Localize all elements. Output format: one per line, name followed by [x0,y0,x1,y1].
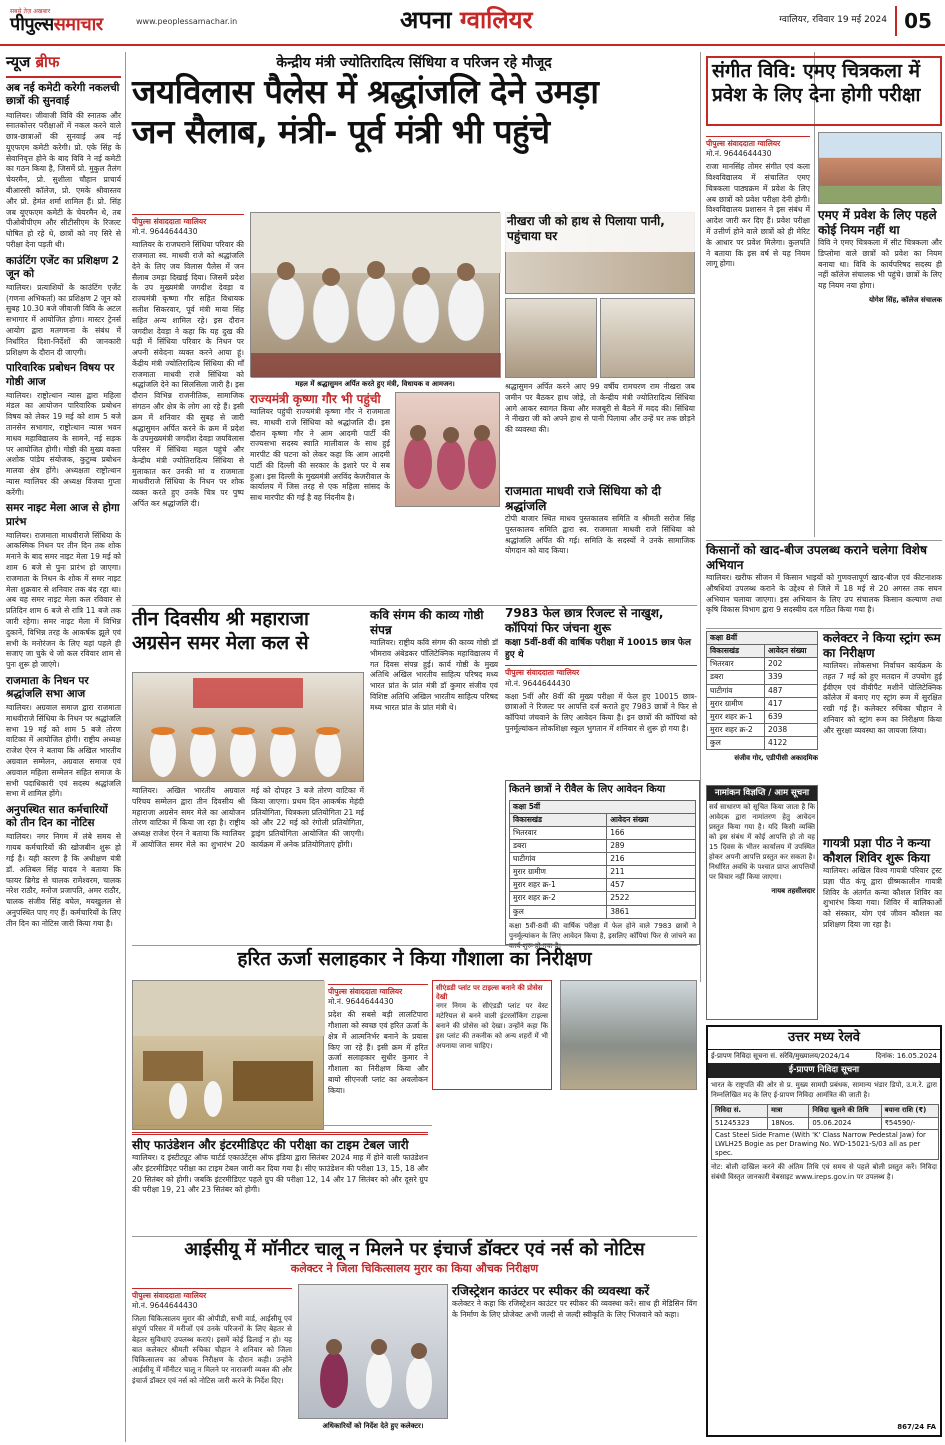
ca-foundation-story [132,1132,428,1232]
brief-body: ग्वालियर। राष्ट्रोत्थान न्यास द्वारा महिला मंडल का आयोजन पारिवारिक प्रबोधन विषय को लेकर 19 मई को शाम 5 बजे तानसेन सभागार, राष्ट्रोत्थान न्यास भवन माधव महाविद्यालय के सामने, नई सड़क पर आयोजित होगी। गोष्ठी की मुख्य वक्ता अशोक पांडेय संयोजक, कुटुम्ब प्रबोधन मालवा क्षेत्र होंगे। अध्यक्षता राष्ट्रोत्थान न्यास ग्वालियर की अध्यक्ष विजया गुप्ता करेंगी। [6,390,121,497]
dateline: ग्वालियर, रविवार 19 मई 2024 [779,15,887,25]
col-header: विकासखंड [707,645,765,658]
col-header: बयाना राशि (₹) [881,1105,938,1117]
table-row [510,892,696,905]
table-row [712,1117,939,1129]
icu-headline: आईसीयू में मॉनीटर चालू न मिलने पर इंचार्ज डॉक्टर एवं नर्स को नोटिस [184,1239,645,1260]
krishna-gaur-head: राज्यमंत्री कृष्णा गौर भी पहुंची [250,392,381,406]
railway-item-desc: Cast Steel Side Frame (With 'K' Class Narrow Pedestal Jaw) for LWLH25 Bogie as per Drawing No. WD-15021-S/03 all as per spec. [712,1129,939,1160]
brief-body: ग्वालियर। राजमाता माधवीराजे सिंधिया के आकस्मिक निधन पर तीन दिन तक शोक मनाने के बाद समर नाइट मेला 19 मई को शाम 6 बजे से पुनः प्रारंभ हो जाएगा। राजमाता के निधन के शोक में समर नाइट मेला शुक्रवार से शनिवार तक बंद रहा था। अब यह समर नाइट मेला कल रविवार से प्रतिदिन शाम 6 बजे से रात्रि 11 बजे तक जारी रहेगा। समर नाइट मेला में विभिन्न दुकानें, विभिन्न तरह के आकर्षक झूले एवं सभी के मनोरंजन के लिए यहां पहले ही सजाए जा चुके थे जो कल रविवार शाम से पुनः शुरू हो जाएंगे। [6,530,121,670]
nikhra-photo-3 [600,298,695,378]
icu-body-column [132,1284,292,1444]
sangeet-side-body: विवि ने एमए चित्रकला में सीट चित्रकला और डिप्लोमा वाले छात्रों को प्रवेश का नियम बनाया था। विवि के कार्यपरिषद सदस्य ही नहीं कॉलेज संचालक भी पहुंचे। छात्रों के लिए यह नियम नया होगा। [818,238,942,291]
brief-title: अनुपस्थित सात कर्मचारियों को तीन दिन का नोटिस [6,804,108,830]
section-title-a: अपना [400,6,460,34]
railway-date: दिनांक: 16.05.2024 [875,1051,937,1060]
brief-item [6,675,121,800]
cell: ₹54590/- [881,1117,938,1129]
col-header: निविदा खुलने की तिथि [809,1105,881,1117]
brief-body: ग्वालियर। अग्रवाल समाज द्वारा राजमाता माधवीराजे सिंधिया के निधन पर श्रद्धांजलि सभा 19 मई को शाम 5 बजे तोरण वाटिका में आयोजित होगी। राष्ट्रीय अध्यक्ष राजेश ऐरन ने बताया कि अखिल भारतीय अग्रवाल सम्मेलन, अग्रवाल समाज एवं अग्रवाल महिला सम्मेलन सहित समाज के सभी पदाधिकारी एवं सदस्य श्रद्धांजलि सभा में शामिल होंगे। [6,703,121,799]
krishna-gaur-story [250,392,390,542]
col-header: आवेदन संख्या [765,645,818,658]
brief-item [6,502,121,670]
icu-side-body: कलेक्टर ने कहा कि रजिस्ट्रेशन काउंटर पर स्पीकर की व्यवस्था करें। साथ ही मेडिसिन विंग के निर्माण के लिए प्रोजेक्ट अभी जल्दी से जल्दी स्वीकृति के लिए भिजवाने को कहा। [452,1299,697,1319]
byline-text: पीपुल्स संवाददाता ग्वालियर [328,987,403,996]
brief-title: पारिवारिक प्रबोधन विषय पर गोष्ठी आज [6,362,115,388]
class5-head: कक्षा 5वीं [510,800,696,813]
agrasen-body: ग्वालियर। अखिल भारतीय अग्रवाल परिचय सम्मेलन द्वारा तीन दिवसीय श्री महाराजा अग्रसेन समर मेले का आयोजन तोरण वाटिका में किया जा रहा है। राष्ट्रीय अध्यक्ष राजेश ऐरन ने बताया कि ग्वालियर में आयोजित समर मेले का शुभारंभ 20 मई को दोपहर 3 बजे तोरण वाटिका में किया जाएगा। प्रथम दिन आकर्षक मेहंदी प्रतियोगिता, चित्रकला प्रतियोगिता 21 मई को और 22 मई को रंगोली प्रतियोगिता, ड्राइंग प्रतियोगिता आयोजित की जाएगी। कार्यक्रम में अनेक प्रतियोगिताएं होंगी। [132,786,364,849]
railway-heading: ई-प्रापण निविदा सूचना [708,1063,940,1078]
cell: 202 [765,658,818,671]
madhavi-tribute-body: टोपी बाजार स्थित माधव पुस्तकालय समिति व श्रीमती सरोज सिंह पुस्तकालय समिति द्वारा स्व. राजमाता माधवी राजे सिंधिया को श्रद्धांजलि अर्पित की गई। समिति के सदस्यों ने उनके सामाजिक योगदान को याद किया। [505,514,695,556]
nikhra-body-block [505,382,695,482]
cell: 05.06.2024 [809,1117,881,1129]
cell: 417 [765,697,818,710]
kavi-story [370,608,498,938]
nikhra-headline-box [505,212,695,252]
cell: 2038 [765,723,818,736]
byline-text: पीपुल्स संवाददाता ग्वालियर [132,1291,207,1300]
railway-notice-no: ई-प्रापण निविदा सूचना सं. संरेवि/मुख्यालय/2024/14 [711,1051,850,1060]
sangeet-side-block [818,208,942,538]
lead-body: ग्वालियर के राजघराने सिंधिया परिवार की राजमाता स्व. माधवी राजे को श्रद्धांजलि देने के लिए जय विलास पैलेस में जन सैलाब उमड़ा दिखाई दिया। जिसमें प्रदेश के उप मुख्यमंत्री जगदीश देवड़ा व राज्यमंत्री कृष्णा गौर सहित विधायक सतीश सिकरवार, पूर्व मंत्री माया सिंह सहित अन्य शामिल रहे। इस दौरान जगदीश देवड़ा ने कहा कि यह दुख की घड़ी में सिंधिया परिवार के निधन पर अपनी संवेदना व्यक्त करने आया हूं। केंद्रीय मंत्री ज्योतिरादित्य सिंधिया की माँ राजमाता माधवी राजे सिंधिया को श्रद्धांजलि देने का सिलसिला जारी है। इस दौरान विभिन्न राजनीतिक, सामाजिक संगठन और क्षेत्र के लोग आ रहे हैं। इसी क्रम में शनिवार की सुबह से जारी श्रद्धासुमन अर्पित करने के क्रम में प्रदेश के उपमुख्यमंत्री जगदीश देवड़ा जयविलास परिसर में सिंधिया महल पहुंचे और केन्द्रीय मंत्री ज्योतिरादित्य सिंधिया से मुलाकात कर उनकी मां व राजमाता माधवीराजे सिंधिया के निधन पर शोक व्यक्त करते हुए उनके चित्र पर पुष्प अर्पित कर श्रद्धांजलि दी। [132,240,244,508]
cell: 639 [765,710,818,723]
fail-subhead: कक्षा 5वीं-8वीं की वार्षिक परीक्षा में 10015 छात्र फेल हुए थे [505,638,691,660]
table-row [510,905,696,918]
krishna-gaur-photo [395,392,500,507]
cell: भितरवार [707,658,765,671]
cell: 211 [607,866,696,879]
page-number: 05 [895,6,939,36]
fail-note: कक्षा 5वीं-8वीं की वार्षिक परीक्षा में फेल होने वाले 7983 छात्रों ने पुनर्मूल्यांकन के लिए आवेदन किया है, इसलिए कॉपियां फिर से जांचने का [509,921,696,940]
icu-photo-caption: अधिकारियों को निर्देश देते हुए कलेक्टर। [322,1422,424,1430]
haritha-body: प्रदेश की सबसे बड़ी लालटिपारा गौशाला को स्वच्छ एवं हरित ऊर्जा के क्षेत्र में आत्मनिर्भर बनाने के प्रयास किए जा रहे हैं। इसी क्रम में हरित ऊर्जा सलाहकार सुधीर कुमार ने गौशाला का निरीक्षण किया और बायो सीएनजी प्लांट का अवलोकन किया। [328,1010,428,1095]
agrasen-headline-box [132,608,364,668]
byline-text: पीपुल्स संवाददाता ग्वालियर [706,139,781,148]
krishna-gaur-body: ग्वालियर पहुंची राज्यमंत्री कृष्णा गौर ने राजमाता स्व. माधवी राजे सिंधिया को श्रद्धांजलि दी। इस दौरान कृष्णा गौर ने आम आदमी पार्टी की राज्यसभा सदस्य स्वाति मालीवाल के साथ हुई मारपीट की घटना को लेकर कहा कि आम आदमी पार्टी की दिल्ली की सरकार के इशारे पर ये सब हुआ। इस दिल्ली के मुख्यमंत्री अरविंद केजरीवाल के कार्यालय में जिस तरह से एक महिला सांसद के साथ मारपीट की गई है वह निंदनीय है। [250,407,390,503]
news-brief-column [6,52,121,1442]
byline-mobile: मो.नं. 9644644430 [132,227,198,237]
railway-code: 867/24 FA [897,1422,936,1431]
gayatri-body: ग्वालियर। अखिल विश्व गायत्री परिवार ट्रस्ट प्रज्ञा पीठ कंपू द्वारा ग्रीष्मकालीन गायत्री शिविर के अंतर्गत कन्या कौशल शिविर का शुभारंभ किया गया। शिविर में बालिकाओं को संस्कार, योग एवं जीवन कौशल का प्रशिक्षण दिया जा रहा है। [823,866,942,929]
byline-mobile: मो.नं. 9644644430 [328,997,394,1007]
cell: घाटीगांव [707,684,765,697]
cell: मुरार शहर क्र-2 [510,892,607,905]
lead-headline-block [132,54,696,214]
cd-plant-head: सीएंडडी प्लांट पर टाइल्स बनाने की प्रोसेस देखी [436,984,543,1002]
haritha-body-block [328,980,428,1155]
col-header: निविदा सं. [712,1105,768,1117]
cell: 289 [607,839,696,852]
cell: डबरा [707,671,765,684]
nikhra-body: श्रद्धासुमन अर्पित करने आए 99 वर्षीय रामचरण राम नीखरा जब जमीन पर बैठकर हाथ जोड़े, तो केन्द्रीय मंत्री ज्योतिरादित्य सिंधिया आगे आकर स्वागत किया और मजबूरी से बैठने में मदद की। सिंधिया ने नीखरा जी को अपने हाथ से पानी पिलाया और उन्हें घर तक छोड़ने की व्यवस्था की। [505,382,695,435]
cd-plant-body: नगर निगम के सीएंडडी प्लांट पर वेस्ट मटेरियल से बनने वाली इंटरलॉकिंग टाइल्स बनाने की प्रोसेस को देखा। उन्होंने कहा कि इस प्लांट की तकनीक को अन्य शहरों में भी अपनाया जाना चाहिए। [436,1002,548,1050]
logo-right: समाचार [53,14,103,36]
sangeet-headline-1: संगीत विवि: एमए चित्रकला में [712,60,920,82]
brief-item [6,82,121,250]
haritha-photo [132,980,324,1130]
table-row [707,710,818,723]
collector-strong-room-story [823,631,942,831]
cell: मुरार शहर क्र-2 [707,723,765,736]
icu-photo [298,1284,448,1419]
nikhra-photo-2 [505,298,597,378]
col-header: आवेदन संख्या [607,813,696,826]
logo-left: पीपुल्स [10,14,54,36]
table-row [712,1129,939,1160]
kavi-headline: कवि संगम की काव्य गोष्ठी संपन्न [370,608,484,637]
icu-byline [132,1288,292,1311]
cell: 51245323 [712,1117,768,1129]
gayatri-story [823,836,942,1026]
newspaper-logo [10,4,122,40]
brief-title: समर नाइट मेला आज से होगा प्रारंभ [6,502,120,528]
icu-body: जिला चिकित्सालय मुरार की ओपीडी, सभी वार्ड, आईसीयू एवं संपूर्ण परिसर में मरीजों एवं उनके परिजनों के लिए बेहतर से बेहतर सुविधाएं उपलब्ध कराएं। इसमें कोई ढिलाई न हो। यह बात कलेक्टर श्रीमती रुचिका चौहान ने शनिवार को जिला चिकित्सालय का औचक निरीक्षण के दौरान कही। उन्होंने आईसीयू में मॉनीटर चालू न मिलने पर नाराजगी व्यक्त की और इंचार्ज डॉक्टर एवं नर्स को नोटिस जारी करने के निर्देश दिए। [132,1314,292,1385]
table-row [707,658,818,671]
news-brief-heading [6,52,60,72]
cell: कुल [510,905,607,918]
icu-subhead: कलेक्टर ने जिला चिकित्सालय मुरार का किया औचक निरीक्षण [290,1261,539,1275]
brief-title: राजमाता के निधन पर श्रद्धांजलि सभा आज [6,674,89,700]
cell: 2522 [607,892,696,905]
railway-intro: भारत के राष्ट्रपति की ओर से प्र. मुख्य सामग्री प्रबंधक, सामान्य भंडार डिपो, उ.म.रे. द्वारा निम्नलिखित मद के लिए ई-प्रापण निविदा आमंत्रित की जाती है। [711,1081,937,1100]
agrasen-body-block [132,786,364,936]
sangeet-quote-sign: योगेश सिंह, कॉलेज संचालक [868,295,942,304]
col-header: विकासखंड [510,813,607,826]
table-row [510,853,696,866]
cell: 166 [607,826,696,839]
cell: डबरा [510,839,607,852]
class8-table-box [706,631,818,781]
cd-plant-photo [560,980,697,1090]
cell: घाटीगांव [510,853,607,866]
lead-byline [132,214,244,237]
cell: 216 [607,853,696,866]
fail-headline: 7983 फेल छात्र रिजल्ट से नाखुश, कॉपियां फिर जंचना शुरू [505,606,664,635]
sangeet-headline-2: प्रवेश के लिए देना होगी परीक्षा [712,83,921,106]
fail-body: कक्षा 5वीं और 8वीं की मुख्य परीक्षा में फेल हुए 10015 छात्र-छात्राओं ने रिजल्ट पर आपत्ति दर्ज कराते हुए 7983 छात्रों ने फिर से कॉपियां जंचवाने के लिए आवेदन किया है। इन छात्रों की कॉपियां को पुनर्मूल्यांकन लोकशिक्षा स्कूल भुगतान में शनिवार से शुरू हो गया है। [505,691,697,733]
railway-table [711,1104,939,1160]
lead-body-column [132,210,244,605]
haritha-photo-illustration [133,981,325,1131]
brief-item [6,255,121,359]
cd-plant-box [432,980,697,1155]
nikhra-headline: नीखरा जी को हाथ से पिलाया पानी, पहुंचाया घर [507,214,665,243]
brief-item [6,804,121,929]
section-title-b: ग्वालियर [459,6,533,34]
lead-photo-caption: महल में श्रद्धासुमन अर्पित करते हुए मंत्री, विधायक व आमजन। [295,380,455,388]
kisan-story [706,543,942,625]
icu-side-block [452,1284,697,1439]
railway-footnote: नोट: बोली दाखिल करने की अंतिम तिथि एवं समय से पहले बोली प्रस्तुत करें। निविदा संबंधी विस्तृत जानकारी वेबसाइट www.ireps.gov.in पर उपलब्ध है। [711,1163,937,1182]
cell: मुरार ग्रामीण [510,866,607,879]
class8-table [706,631,818,750]
collector-strong-body: ग्वालियर। लोकसभा निर्वाचन कार्यक्रम के तहत 7 मई को हुए मतदान में उपयोग हुई ईवीएम एवं वीवीपैट मशीनें पोलिटेक्निक कॉलेज में बनाए गए स्ट्रांग रूम में सुरक्षित रखी गई हैं। कलेक्टर रुचिका चौहान ने शनिवार को स्ट्रांग रूम का निरीक्षण किया और सुरक्षा व्यवस्था का जायजा लिया। [823,661,942,735]
cell: 339 [765,671,818,684]
byline-mobile: मो.नं. 9644644430 [706,149,772,159]
public-notice-sign: नायब तहसीलदार [771,886,815,895]
table-row [510,839,696,852]
public-notice-body: सर्व साधारण को सूचित किया जाता है कि आवेदक द्वारा नामांतरण हेतु आवेदन प्रस्तुत किया गया है। यदि किसी व्यक्ति को इस संबंध में कोई आपत्ति हो तो वह 15 दिवस के भीतर कार्यालय में उपस्थित होकर अपनी आपत्ति प्रस्तुत कर सकता है। निर्धारित अवधि के पश्चात प्राप्त आपत्तियों पर विचार नहीं किया जाएगा। [709,803,815,882]
cell: 457 [607,879,696,892]
brief-head-a: न्यूज [6,53,36,71]
public-notice-title: नामांकन विज्ञप्ति / आम सूचना [707,786,817,801]
col-header: मात्रा [768,1105,809,1117]
lead-photo-illustration [251,213,501,378]
brief-body: ग्वालियर। जीवाजी विवि की स्नातक और स्नातकोत्तर परीक्षाओं में नकल करने वाले छात्र-छात्राओं की सुनवाई अब नई यूएफएम कमेटी करेगी। प्रो. एके सिंह के सेवानिवृत्त होने के बाद विवि ने नई कमेटी का गठन किया है, जिसमें प्रो. मुकुल तैलंग चेयरमैन, प्रो. सुशीला चौहान प्राचार्य बीआरसी कॉलेज, प्रो. एमके श्रीवास्तव और प्रो. हेमंत शर्मा शामिल हैं। प्रो. सिंह जब यूएफएम कमेटी के चेयरमैन थे, तब पीओबीपीएम और सीटीसीएम के रिजल्ट घोषित हो रहे थे, छात्रों को नए सिरे से परीक्षा देना पड़ती थी। [6,110,121,249]
railway-tender-box [706,1025,942,1437]
fail-table-title: कितने छात्रों ने रीवैल के लिए आवेदन किया [509,784,666,795]
table-row [510,879,696,892]
brief-title: काउंटिंग एजेंट का प्रशिक्षण 2 जून को [6,254,120,280]
ca-foundation-headline: सीए फाउंडेशन और इंटरमीडिएट की परीक्षा का टाइम टेबल जारी [132,1138,409,1152]
krishna-gaur-photo-illustration [396,393,501,508]
class5-table [509,800,696,919]
table-row [707,737,818,750]
byline-mobile: मो.नं. 9644644430 [505,678,571,688]
table-row [707,697,818,710]
brief-title: अब नई कमेटी करेगी नकलची छात्रों की सुनवाई [6,82,120,108]
logo-tagline: सबसे तेज़ अखबार [10,8,51,16]
haritha-headline: हरित ऊर्जा सलाहकार ने किया गौशाला का निरीक्षण [237,948,592,970]
table-row [707,671,818,684]
sangeet-headline-box [706,56,942,126]
class8-head: कक्षा 8वीं [707,632,818,645]
cell: 4122 [765,737,818,750]
public-notice-box [706,785,818,1020]
agrasen-headline-2: अग्रसेन समर मेला कल से [132,631,309,654]
cell: 487 [765,684,818,697]
railway-title: उत्तर मध्य रेलवे [708,1027,940,1050]
cell: मुरार ग्रामीण [707,697,765,710]
haritha-byline [328,984,428,1007]
sangeet-side-head: एमए में प्रवेश के लिए पहले कोई नियम नहीं था [818,208,937,237]
table-row [510,826,696,839]
byline-text: पीपुल्स संवाददाता ग्वालियर [132,217,207,226]
icu-side-head: रजिस्ट्रेशन काउंटर पर स्पीकर की व्यवस्था करें [452,1284,650,1298]
section-title [400,6,532,35]
agrasen-photo-illustration [133,673,365,783]
collector-strong-headline: कलेक्टर ने किया स्ट्रांग रूम का निरीक्षण [823,631,941,660]
lead-kicker: केन्द्रीय मंत्री ज्योतिरादित्य सिंधिया व परिजन रहे मौजूद [276,55,552,71]
fail-table-box [505,780,700,945]
website-url[interactable]: www.peoplessamachar.in [136,16,238,26]
railway-notice-row [708,1050,940,1063]
byline-text: पीपुल्स संवाददाता ग्वालियर [505,668,580,678]
lead-photo [250,212,500,377]
lead-headline-line-2: जन सैलाब, मंत्री- पूर्व मंत्री भी पहुंचे [132,112,550,152]
fail-byline [505,665,697,688]
kisan-headline: किसानों को खाद-बीज उपलब्ध कराने चलेगा विशेष अभियान [706,543,927,572]
cell: 18Nos. [768,1117,809,1129]
table-row [707,723,818,736]
table-row [707,684,818,697]
brief-body: ग्वालियर। प्रत्याशियों के काउंटिंग एजेंट (गणना अभिकर्ता) का प्रशिक्षण 2 जून को सुबह 10.30 बजे जीवाजी विवि के अटल सभागार में आयोजित होगा। मास्टर ट्रेनर्स आयोग द्वारा मतगणना के संबंध में निर्धारित दिशा-निर्देशों की जानकारी प्रशिक्षण के दौरान दी जाएगी। [6,282,121,357]
fail-sign: संजीव गोर, एडीपीसी अकादमिक [734,754,818,763]
lead-headline-line-1: जयविलास पैलेस में श्रद्धांजलि देने उमड़ा [132,72,599,112]
byline-mobile: मो.नं. 9644644430 [132,1301,198,1311]
table-row [510,866,696,879]
madhavi-tribute-head: राजमाता माधवी राजे सिंधिया को दी श्रद्धांजलि [505,484,661,513]
madhavi-tribute-story [505,484,695,599]
university-building-photo [818,132,942,204]
cell: कुल [707,737,765,750]
ca-foundation-body: ग्वालियर। द इंस्टीट्यूट ऑफ चार्टर्ड एकाउंटेंट्स ऑफ इंडिया द्वारा सितंबर 2024 माह में होने वाली फाउंडेशन और इंटरमीडिएट परीक्षा का टाइम टेबल जारी कर दिया गया है। सीए फाउंडेशन की परीक्षा 13, 15, 18 और 20 सितंबर को होगी। जबकि इंटरमीडिएट पहले ग्रुप की परीक्षा 12, 14 और 17 सितंबर को और दूसरे ग्रुप की परीक्षा 19, 21 और 23 सितंबर को होगी। [132,1153,428,1195]
sangeet-byline [706,136,810,159]
brief-item [6,362,121,498]
icu-headline-box [132,1239,697,1279]
cd-plant-inset [432,980,552,1090]
cell: 3861 [607,905,696,918]
kavi-body: ग्वालियर। राष्ट्रीय कवि संगम की काव्य गोष्ठी डॉ भीमराव अंबेडकर पॉलिटेक्निक महाविद्यालय में गत दिवस संपन्न हुई। कार्य गोष्ठी के मुख्य अतिथि अखिल भारतीय साहित्य परिषद मध्य भारत प्रांत के प्रांत मंत्री डॉ कुमार संजीव एवं विशिष्ट अतिथि अखिल भारतीय साहित्य परिषद मध्य भारत प्रांत के प्रांत मंत्री थे। [370,638,498,712]
kisan-body: ग्वालियर। खरीफ सीजन में किसान भाइयों को गुणवत्तापूर्ण खाद-बीज एवं कीटनाशक औषधियां उपलब्ध कराने के उद्देश्य से जिले में 18 मई से 20 अगस्त तक सघन अभियान चलाया जाएगा। इस अभियान के लिए उप संचालक किसान कल्याण तथा कृषि विकास विभाग द्वारा 9 सदस्यीय दल गठित किया गया है। [706,573,942,615]
cell: मुरार शहर क्र-1 [510,879,607,892]
haritha-headline-box [132,948,697,976]
sangeet-body-column [706,132,810,532]
gayatri-headline: गायत्री प्रज्ञा पीठ ने कन्या कौशल शिविर शुरू किया [823,836,931,865]
fail-tables [509,800,696,919]
brief-head-b: ब्रीफ [35,53,60,71]
cell: मुरार शहर क्र-1 [707,710,765,723]
brief-body: ग्वालियर। नगर निगम में लंबे समय से गायब कर्मचारियों की खोजबीन शुरू हो गई है। यही कारण है कि अधीक्षण यंत्री डॉ. अतिबल सिंह यादव ने बताया कि फायर ब्रिगेड से चालक रामेश्वरम, चालक नरेश राठौर, मनोज प्रजापति, अमर राठौर, चालक संजीव सिंह बघेल, मयखुलल से अनुपस्थित पाए गए हैं। कर्मचारियों के लिए तीन दिन का नोटिस जारी किया गया है। [6,832,121,928]
agrasen-photo [132,672,364,782]
agrasen-headline-1: तीन दिवसीय श्री महाराजा [132,608,309,630]
cell: भितरवार [510,826,607,839]
sangeet-body: राजा मानसिंह तोमर संगीत एवं कला विश्वविद्यालय में संचालित एमए चित्रकला पाठ्यक्रम में प्रवेश के लिए अब छात्रों को प्रवेश परीक्षा देनी होगी। विश्वविद्यालय प्रशासन ने इस संबंध में आदेश जारी कर दिए हैं। प्रवेश परीक्षा में उत्तीर्ण होने वाले छात्रों को ही मेरिट के आधार पर प्रवेश मिलेगा। कुलपति ने बताया कि इस वर्ष से यह नियम लागू होगा। [706,162,810,269]
icu-photo-illustration [299,1285,449,1420]
